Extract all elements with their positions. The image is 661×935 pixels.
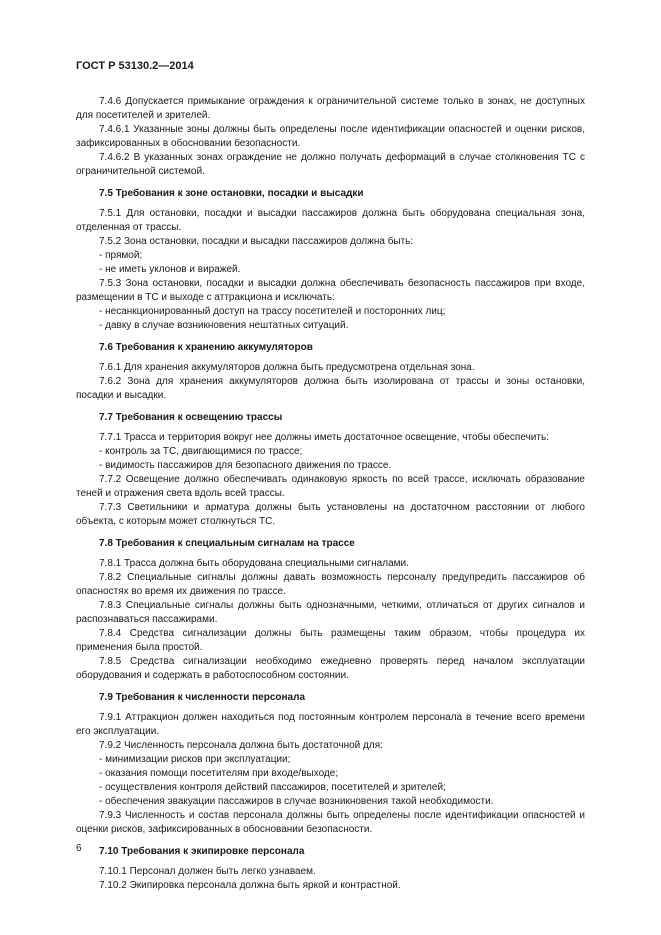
document-body (76, 95, 585, 893)
paragraph: 7.7.1 Трасса и территория вокруг нее должны иметь достаточное освещение, чтобы обеспечить: (99, 432, 549, 443)
document-header: ГОСТ Р 53130.2—2014 (76, 60, 194, 72)
paragraph: 7.8.1 Трасса должна быть оборудована специальными сигналами. (99, 558, 409, 569)
list-item: - контроль за ТС, двигающимися по трассе; (99, 446, 303, 457)
list-item: - осуществления контроля действий пассажиров, посетителей и зрителей; (99, 782, 446, 793)
paragraph: 7.9.3 Численность и состав персонала должны быть определены после идентификации опасностей и оценки рисков, зафиксированных в обосновании безопасности. (76, 810, 585, 835)
paragraph: 7.8.3 Специальные сигналы должны быть однозначными, четкими, отличаться от других сигналов и распознаваться пассажирами. (76, 600, 585, 625)
paragraph: 7.7.2 Освещение должно обеспечивать одинаковую яркость по всей трассе, исключать образование теней и отражения света вдоль всей трассы. (76, 474, 585, 499)
list-item: - не иметь уклонов и виражей. (99, 264, 241, 275)
paragraph: 7.10.2 Экипировка персонала должна быть яркой и контрастной. (99, 880, 401, 891)
section-heading: 7.6 Требования к хранению аккумуляторов (99, 342, 313, 353)
paragraph: 7.8.4 Средства сигнализации должны быть размещены таким образом, чтобы процедура их применения была простой. (76, 628, 585, 653)
paragraph: 7.10.1 Персонал должен быть легко узнаваем. (99, 866, 316, 877)
paragraph: 7.4.6.2 В указанных зонах ограждение не должно получать деформаций в случае столкновения ТС с ограничительной системой. (76, 152, 585, 177)
list-item: - давку в случае возникновения нештатных ситуаций. (99, 320, 349, 331)
section-heading: 7.5 Требования к зоне остановки, посадки и высадки (99, 188, 364, 199)
paragraph: 7.7.3 Светильники и арматура должны быть установлены на достаточном расстоянии от любого объекта, с которым может столкнуться ТС. (76, 502, 585, 527)
paragraph: 7.4.6.1 Указанные зоны должны быть определены после идентификации опасностей и оценки рисков, зафиксированных в обосновании безопасности. (76, 124, 585, 149)
paragraph: 7.9.2 Численность персонала должна быть достаточной для: (99, 740, 383, 751)
paragraph: 7.6.2 Зона для хранения аккумуляторов должна быть изолирована от трассы и зоны остановки, посадки и высадки. (76, 376, 585, 401)
list-item: - оказания помощи посетителям при входе/выходе; (99, 768, 339, 779)
list-item: - прямой; (99, 250, 143, 261)
list-item: - видимость пассажиров для безопасного движения по трассе. (99, 460, 392, 471)
list-item: - обеспечения эвакуации пассажиров в случае возникновения такой необходимости. (99, 796, 494, 807)
paragraph: 7.8.5 Средства сигнализации необходимо ежедневно проверять перед началом эксплуатации оборудования и содержать в работоспособном состоянии. (76, 656, 585, 681)
paragraph: 7.8.2 Специальные сигналы должны давать возможность персоналу предупредить пассажиров об опасностях во время их движения по трассе. (76, 572, 585, 597)
paragraph: 7.5.1 Для остановки, посадки и высадки пассажиров должна быть оборудована специальная зона, отделенная от трассы. (76, 208, 585, 233)
paragraph: 7.5.2 Зона остановки, посадки и высадки пассажиров должна быть: (99, 236, 414, 247)
paragraph: 7.9.1 Аттракцион должен находиться под постоянным контролем персонала в течение всего времени его эксплуатации. (76, 712, 585, 737)
list-item: - несанкционированный доступ на трассу посетителей и посторонних лиц; (99, 306, 446, 317)
paragraph: 7.4.6 Допускается примыкание ограждения к ограничительной системе только в зонах, не доступных для посетителей и зрителей. (76, 96, 585, 121)
paragraph: 7.6.1 Для хранения аккумуляторов должна быть предусмотрена отдельная зона. (99, 362, 475, 373)
section-heading: 7.8 Требования к специальным сигналам на трассе (99, 538, 355, 549)
page-number: 6 (76, 843, 82, 854)
list-item: - минимизации рисков при эксплуатации; (99, 754, 291, 765)
paragraph: 7.5.3 Зона остановки, посадки и высадки должна обеспечивать безопасность пассажиров при входе, размещении в ТС и выходе с аттракциона и исключать: (76, 278, 585, 303)
section-heading: 7.7 Требования к освещению трассы (99, 412, 283, 423)
section-heading: 7.9 Требования к численности персонала (99, 692, 306, 703)
section-heading: 7.10 Требования к экипировке персонала (99, 846, 305, 857)
